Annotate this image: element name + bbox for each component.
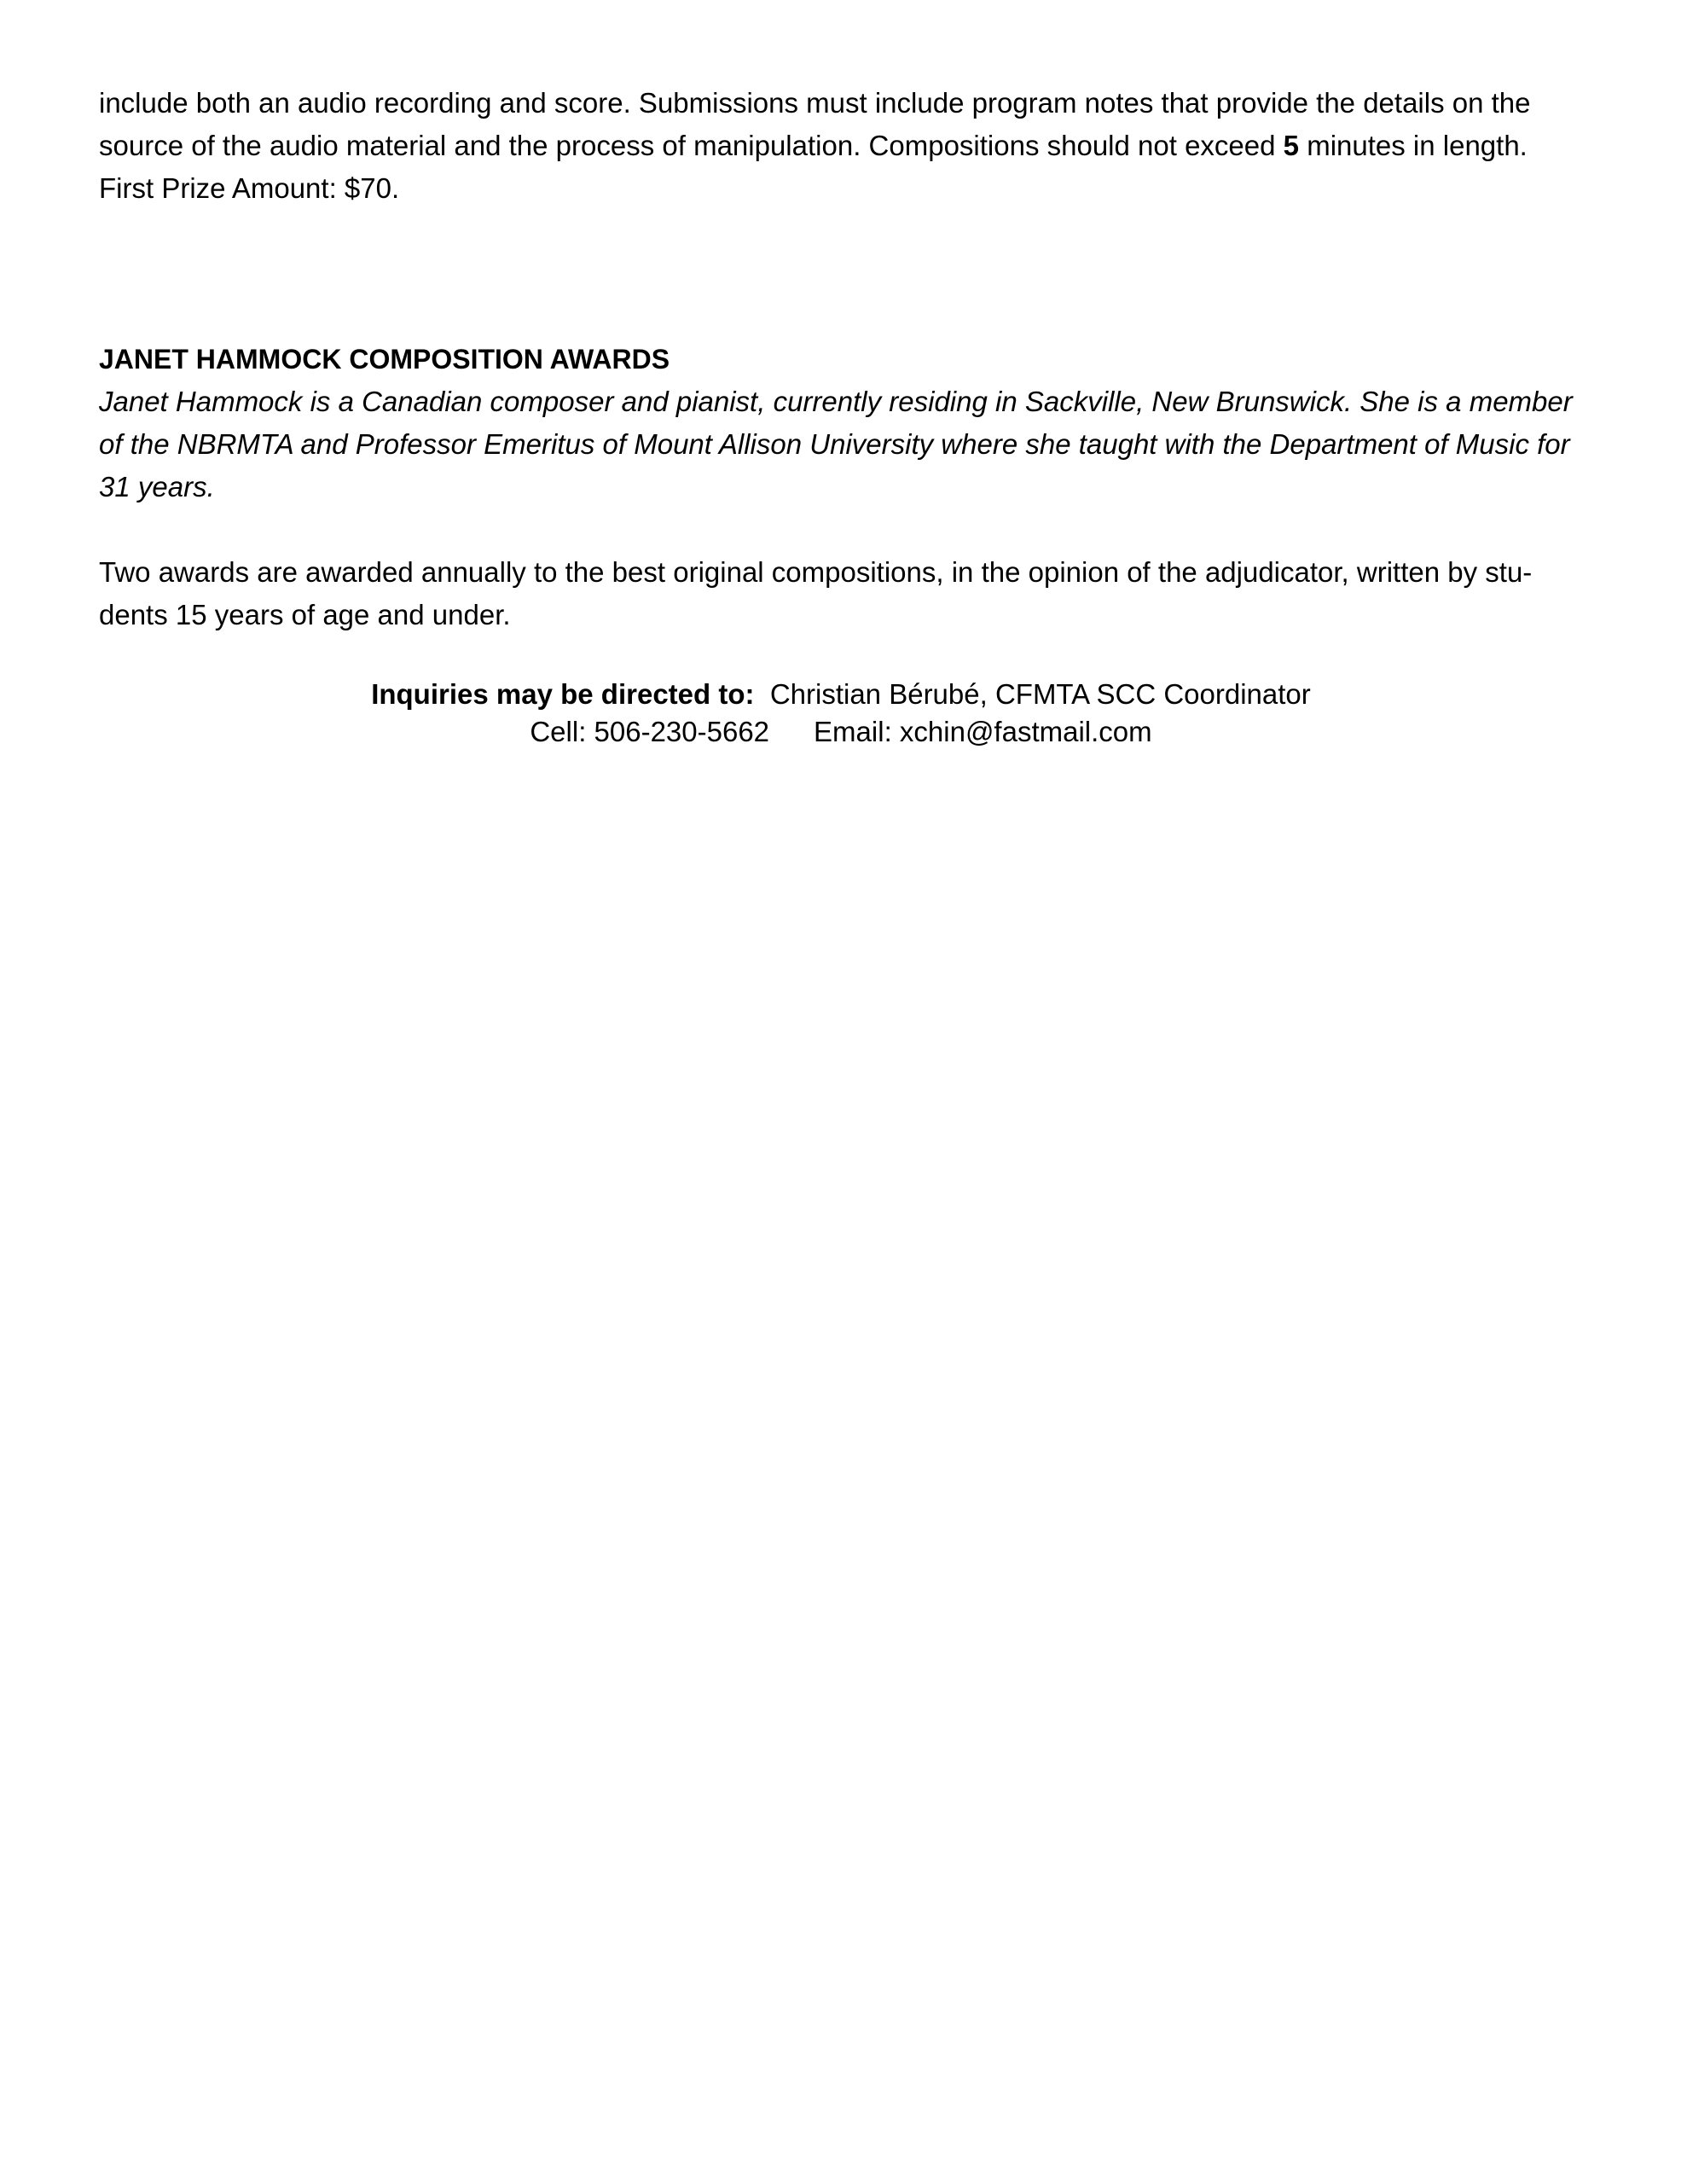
intro-paragraph [99,82,1583,210]
contact-line-2 [99,713,1583,751]
award-bio: Janet Hammock is a Canadian composer and pianist, currently residing in Sackville, New Brunswick. She is a member of the NBRMTA and Professor Emeritus of Mount Allison University where she taught with the Department of Music for 31 years. [99,386,1573,502]
section-spacer [99,210,1583,338]
intro-line-2-end: minutes in length. [1299,130,1528,161]
intro-duration-value: 5 [1283,130,1300,161]
contact-line-1 [99,676,1583,713]
award-description: Two awards are awarded annually to the best original compositions, in the opinion of the adjudicator, written by stu-dents 15 years of age and under. [99,556,1533,630]
page-content [99,82,1583,751]
contact-block [99,676,1583,751]
paragraph-spacer [99,508,1583,551]
intro-line-2-start: source of the audio material and the process of manipulation. Compositions should not exceed [99,130,1284,161]
intro-line-1: include both an audio recording and score. Submissions must include program notes that provide the details on the [99,87,1531,119]
contact-cell: Cell: 506-230-5662 [530,716,770,747]
contact-name: Christian Bérubé, CFMTA SCC Coordinator [769,678,1311,710]
first-prize-amount: First Prize Amount: $70. [99,172,400,204]
award-heading: JANET HAMMOCK COMPOSITION AWARDS [99,344,670,375]
contact-label: Inquiries may be directed to: [371,678,755,710]
contact-email: Email: xchin@fastmail.com [814,716,1152,747]
